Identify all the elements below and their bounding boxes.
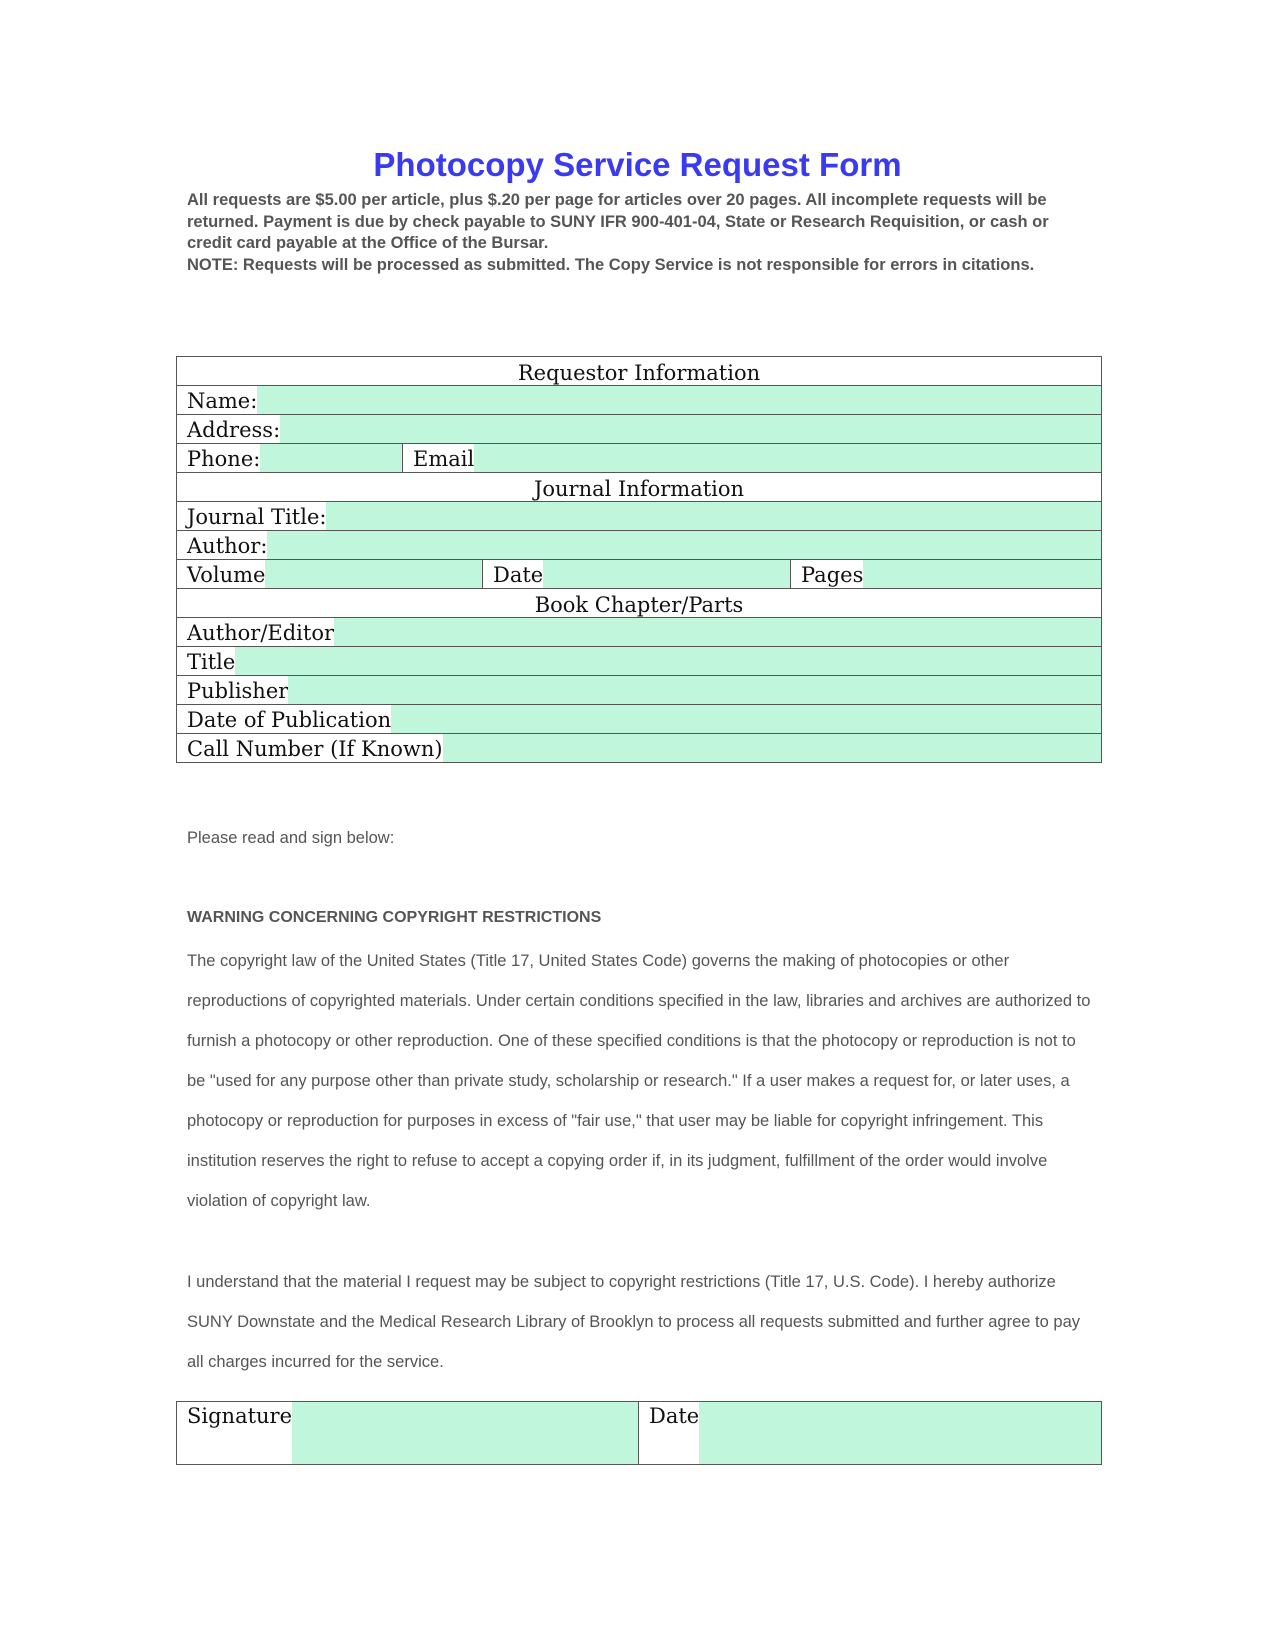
address-label: Address: xyxy=(177,415,280,443)
pages-label: Pages xyxy=(791,560,863,588)
author-row xyxy=(177,531,1102,560)
journal-information-header: Journal Information xyxy=(177,473,1102,502)
address-row xyxy=(177,415,1102,444)
intro-text xyxy=(187,190,1077,276)
title-row xyxy=(177,647,1102,676)
book-chapter-header: Book Chapter/Parts xyxy=(177,589,1102,618)
author-editor-row xyxy=(177,618,1102,647)
requestor-information-header: Requestor Information xyxy=(177,357,1102,386)
call-number-row xyxy=(177,734,1102,763)
name-field[interactable] xyxy=(257,386,1101,414)
address-field[interactable] xyxy=(280,415,1101,443)
authorization-statement: I understand that the material I request may be subject to copyright restrictions (Title 17, U.S. Code). I hereby authorize SUNY Downstate and the Medical Research Library of Brooklyn to process all requests submitted and further agree to pay all charges incurred for the service. xyxy=(187,1273,1080,1371)
date-of-publication-row xyxy=(177,705,1102,734)
date-of-publication-label: Date of Publication xyxy=(177,705,391,733)
author-field[interactable] xyxy=(267,531,1101,559)
phone-cell xyxy=(177,444,403,473)
read-and-sign-text: Please read and sign below: xyxy=(187,829,395,847)
pages-field[interactable] xyxy=(863,560,1101,588)
publisher-row xyxy=(177,676,1102,705)
publisher-field[interactable] xyxy=(288,676,1101,704)
publisher-label: Publisher xyxy=(177,676,288,704)
page-title: Photocopy Service Request Form xyxy=(373,146,902,183)
author-label: Author: xyxy=(177,531,267,559)
pricing-text: All requests are $5.00 per article, plus $.20 per page for articles over 20 pages. All incomplete requests will be returned. Payment is due by check payable to SUNY IFR 900-401-04, State or Research Requisition, or cash or credit card payable at the Office of the Bursar. xyxy=(187,191,1049,252)
signature-table xyxy=(176,1401,1102,1465)
name-row xyxy=(177,386,1102,415)
name-label: Name: xyxy=(177,386,257,414)
volume-label: Volume xyxy=(177,560,265,588)
phone-field[interactable] xyxy=(260,444,402,472)
author-editor-label: Author/Editor xyxy=(177,618,334,646)
signature-date-cell xyxy=(639,1402,1102,1465)
call-number-label: Call Number (If Known) xyxy=(177,734,443,762)
signature-label: Signature xyxy=(177,1402,292,1464)
date-of-publication-field[interactable] xyxy=(391,705,1101,733)
journal-title-field[interactable] xyxy=(326,502,1101,530)
pages-cell xyxy=(791,560,1102,589)
volume-cell xyxy=(177,560,483,589)
signature-cell xyxy=(177,1402,639,1465)
journal-title-label: Journal Title: xyxy=(177,502,326,530)
author-editor-field[interactable] xyxy=(334,618,1101,646)
email-field[interactable] xyxy=(474,444,1101,472)
date-label: Date xyxy=(483,560,543,588)
signature-date-field[interactable] xyxy=(699,1402,1101,1464)
date-cell xyxy=(483,560,791,589)
email-label: Email xyxy=(403,444,474,472)
copyright-warning-heading: WARNING CONCERNING COPYRIGHT RESTRICTIONS xyxy=(187,909,602,926)
title-field[interactable] xyxy=(235,647,1101,675)
request-form-table xyxy=(176,356,1102,763)
signature-date-label: Date xyxy=(639,1402,699,1464)
email-cell xyxy=(403,444,1102,473)
date-field[interactable] xyxy=(543,560,790,588)
volume-field[interactable] xyxy=(265,560,482,588)
signature-field[interactable] xyxy=(292,1402,638,1464)
note-text: NOTE: Requests will be processed as submitted. The Copy Service is not responsible for errors in citations. xyxy=(187,255,1035,274)
call-number-field[interactable] xyxy=(443,734,1101,762)
phone-label: Phone: xyxy=(177,444,260,472)
copyright-warning-body: The copyright law of the United States (Title 17, United States Code) governs the making of photocopies or other reproductions of copyrighted materials. Under certain conditions specified in the law, libraries and archives are authorized to furnish a photocopy or other reproduction. One of these specified conditions is that the photocopy or reproduction is not to be "used for any purpose other than private study, scholarship or research." If a user makes a request for, or later uses, a photocopy or reproduction for purposes in excess of "fair use," that user may be liable for copyright infringement. This institution reserves the right to refuse to accept a copying order if, in its judgment, fulfillment of the order would involve violation of copyright law. xyxy=(187,952,1091,1210)
journal-title-row xyxy=(177,502,1102,531)
title-label: Title xyxy=(177,647,235,675)
